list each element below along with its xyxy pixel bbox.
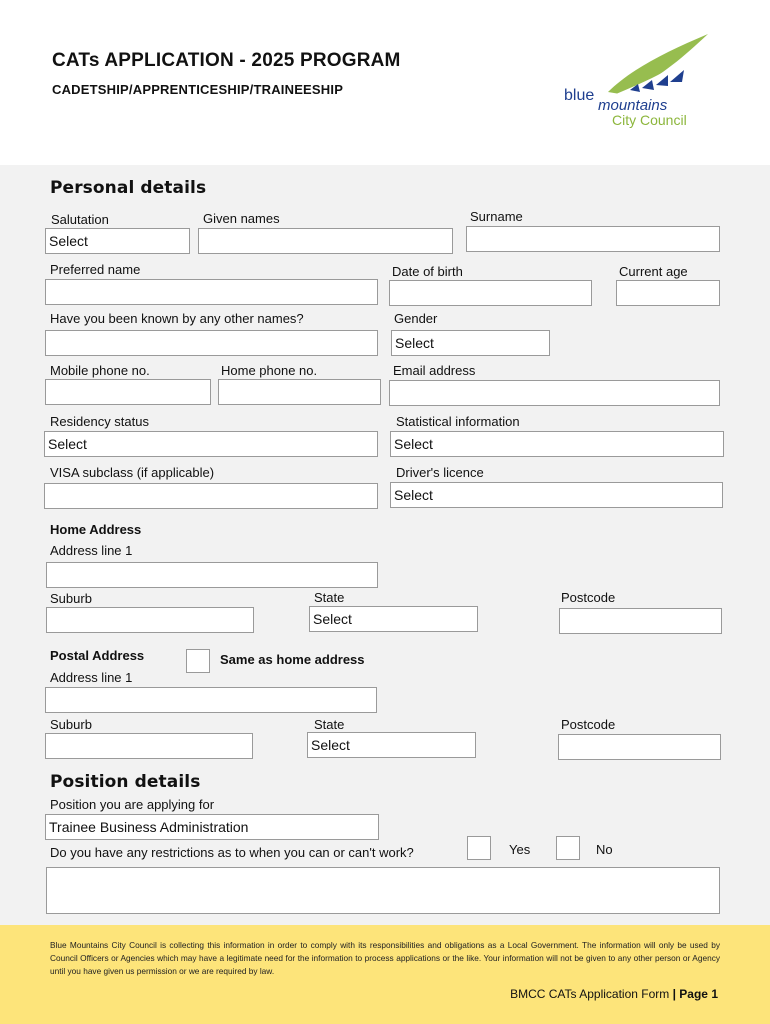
restrictions-no-label: No	[596, 842, 613, 857]
home-phone-label: Home phone no.	[221, 363, 318, 378]
postal-suburb-input[interactable]	[45, 733, 253, 759]
home-address-line1-label: Address line 1	[50, 543, 133, 558]
given-names-input[interactable]	[198, 228, 453, 254]
visa-label: VISA subclass (if applicable)	[50, 465, 215, 480]
other-names-input[interactable]	[45, 330, 378, 356]
home-postcode-input[interactable]	[559, 608, 722, 634]
privacy-footer	[0, 925, 770, 1024]
position-details-heading: Position details	[50, 772, 201, 792]
page-title: CATs APPLICATION - 2025 PROGRAM	[52, 50, 401, 71]
privacy-notice: Blue Mountains City Council is collecting this information in order to comply with its responsibilities and obligations as a Local Government. The information will only be used by Council Officers or Agencies which may have a legitimate need for the information to process applications or the like. Your information will not be given to any other person or Agency until you have given us permission or we are required by law.	[50, 940, 720, 976]
current-age-label: Current age	[619, 264, 688, 279]
same-as-home-checkbox[interactable]	[186, 649, 210, 673]
postal-suburb-label: Suburb	[50, 717, 92, 732]
position-applying-label: Position you are applying for	[50, 797, 215, 812]
mobile-input[interactable]	[45, 379, 211, 405]
page-info	[510, 987, 718, 1001]
home-address-heading: Home Address	[50, 522, 142, 537]
salutation-select[interactable]: Select	[45, 228, 190, 254]
home-suburb-label: Suburb	[50, 591, 92, 606]
restrictions-details-textarea[interactable]	[46, 867, 720, 914]
page-subtitle: CADETSHIP/APPRENTICESHIP/TRAINEESHIP	[52, 82, 344, 97]
postal-address-line1-label: Address line 1	[50, 670, 133, 685]
logo-text-mountains: mountains	[598, 97, 668, 114]
restrictions-label: Do you have any restrictions as to when you can or can't work?	[50, 845, 414, 860]
statistical-label: Statistical information	[396, 414, 520, 429]
restrictions-no-checkbox[interactable]	[556, 836, 580, 860]
postal-state-select[interactable]: Select	[307, 732, 476, 758]
licence-label: Driver's licence	[396, 465, 484, 480]
salutation-label: Salutation	[51, 212, 109, 227]
separator: |	[672, 987, 676, 1001]
postal-address-heading: Postal Address	[50, 648, 145, 663]
page-number: Page 1	[679, 987, 718, 1001]
current-age-input[interactable]	[616, 280, 720, 306]
gender-label: Gender	[394, 311, 438, 326]
postal-postcode-input[interactable]	[558, 734, 721, 760]
dob-input[interactable]	[389, 280, 592, 306]
postal-address-line1-input[interactable]	[45, 687, 377, 713]
page-header	[0, 0, 770, 165]
logo-text-council: City Council	[612, 112, 687, 128]
logo-text-blue: blue	[564, 87, 595, 104]
dob-label: Date of birth	[392, 264, 463, 279]
home-state-label: State	[314, 590, 345, 605]
licence-select[interactable]: Select	[390, 482, 723, 508]
home-suburb-input[interactable]	[46, 607, 254, 633]
gender-select[interactable]: Select	[391, 330, 550, 356]
home-phone-input[interactable]	[218, 379, 381, 405]
visa-input[interactable]	[44, 483, 378, 509]
home-postcode-label: Postcode	[561, 590, 616, 605]
leaf-icon	[608, 34, 708, 96]
other-names-label: Have you been known by any other names?	[50, 311, 304, 326]
preferred-name-label: Preferred name	[50, 262, 141, 277]
personal-details-heading: Personal details	[50, 178, 207, 198]
postal-state-label: State	[314, 717, 345, 732]
form-name: BMCC CATs Application Form	[510, 987, 670, 1001]
council-logo	[560, 30, 720, 130]
residency-label: Residency status	[50, 414, 149, 429]
same-as-home-label: Same as home address	[220, 652, 365, 667]
residency-select[interactable]: Select	[44, 431, 378, 457]
postal-postcode-label: Postcode	[561, 717, 616, 732]
position-applying-input[interactable]: Trainee Business Administration	[45, 814, 379, 840]
restrictions-yes-label: Yes	[509, 842, 531, 857]
given-names-label: Given names	[203, 211, 280, 226]
home-address-line1-input[interactable]	[46, 562, 378, 588]
surname-label: Surname	[470, 209, 523, 224]
email-label: Email address	[393, 363, 476, 378]
preferred-name-input[interactable]	[45, 279, 378, 305]
application-form	[0, 165, 770, 925]
mobile-label: Mobile phone no.	[50, 363, 150, 378]
statistical-select[interactable]: Select	[390, 431, 724, 457]
restrictions-yes-checkbox[interactable]	[467, 836, 491, 860]
email-input[interactable]	[389, 380, 720, 406]
surname-input[interactable]	[466, 226, 720, 252]
home-state-select[interactable]: Select	[309, 606, 478, 632]
